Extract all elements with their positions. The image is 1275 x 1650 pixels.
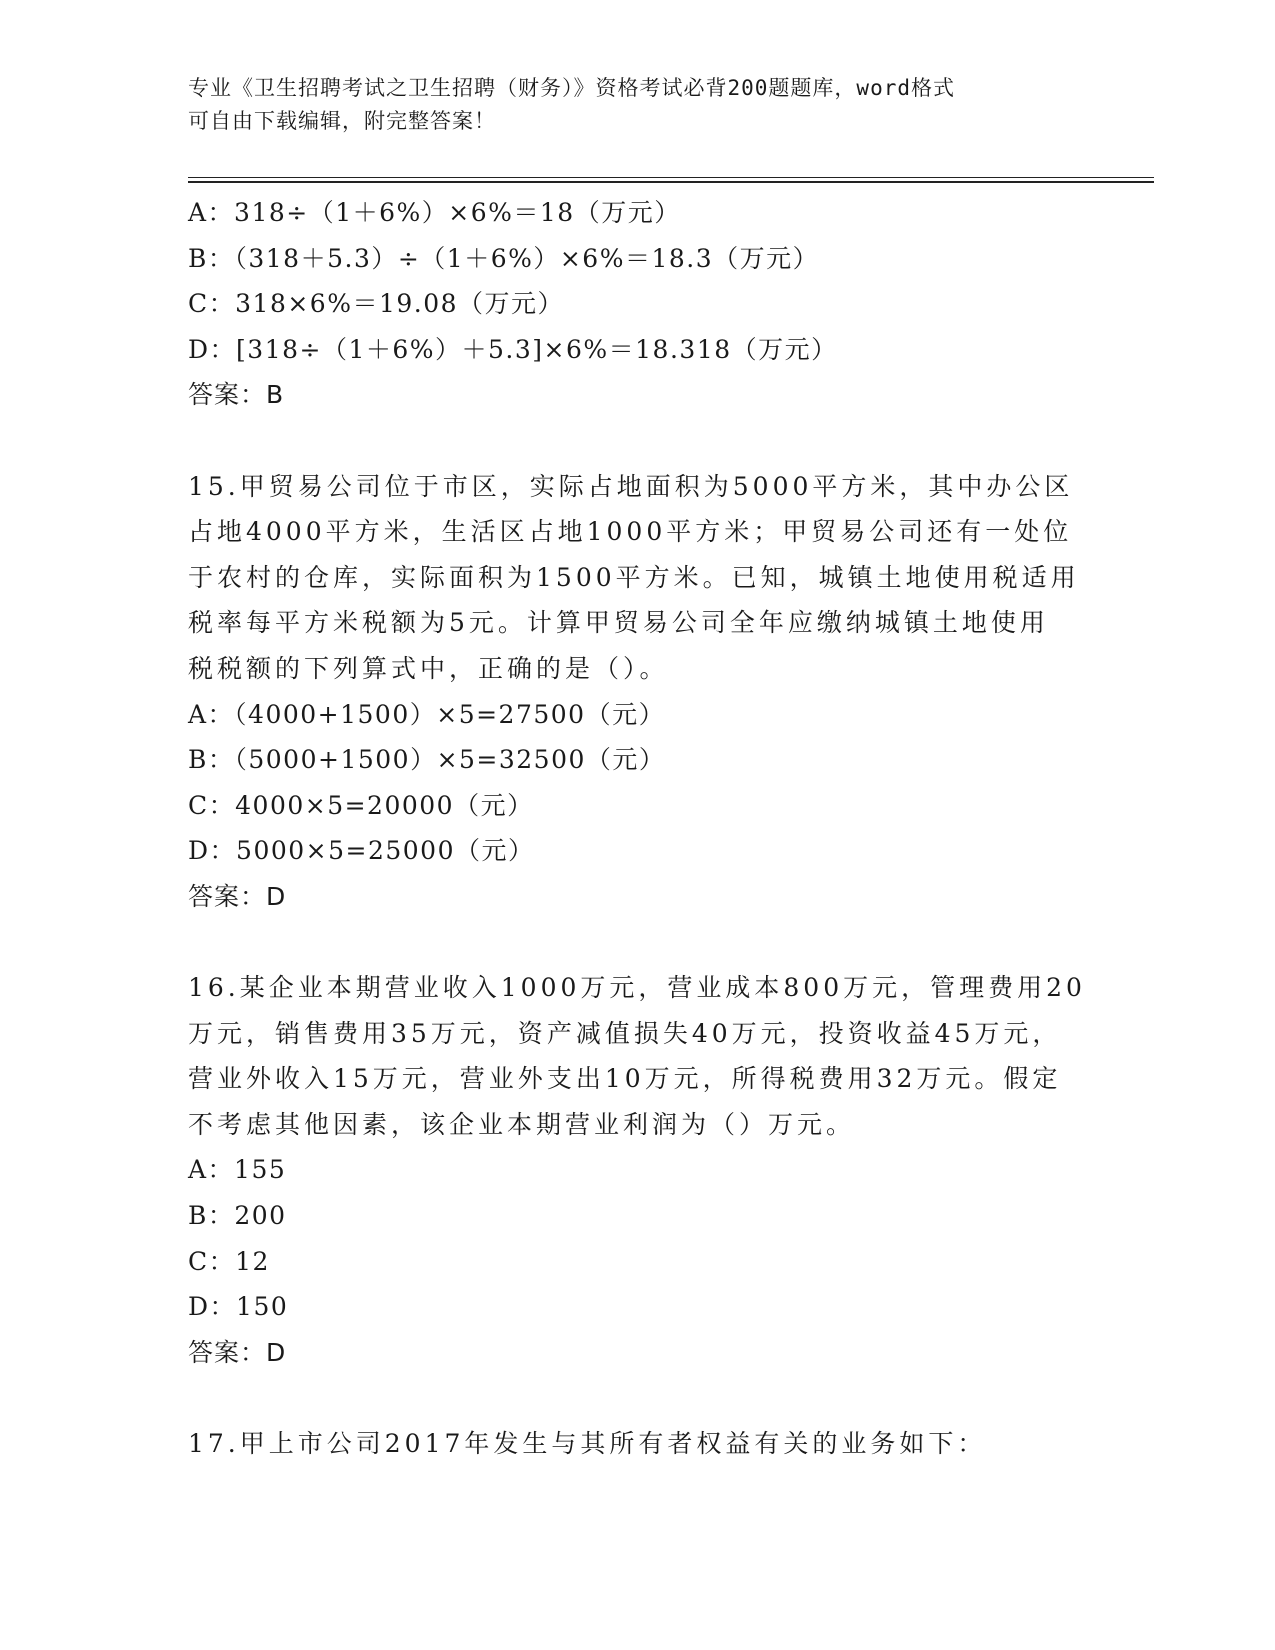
header-divider-thin	[188, 177, 1154, 178]
document-body	[188, 190, 1086, 1467]
question-17-line: 17.甲上市公司2017年发生与其所有者权益有关的业务如下：	[188, 1429, 987, 1459]
option-d: D：5000×5=25000（元）	[188, 836, 535, 866]
question-15-line: 15.甲贸易公司位于市区，实际占地面积为5000平方米，其中办公区	[188, 471, 1074, 501]
option-b: B：（318＋5.3）÷（1＋6%）×6%＝18.3（万元）	[188, 243, 820, 273]
question-17-stem	[188, 1421, 1068, 1467]
question-15-answer: 答案：D	[188, 881, 287, 911]
question-16-line: 万元，销售费用35万元，资产减值损失40万元，投资收益45万元，	[188, 1018, 1062, 1048]
spacer	[188, 418, 1068, 464]
option-d: D：[318÷（1＋6%）＋5.3]×6%＝18.318（万元）	[188, 334, 838, 364]
question-15-line: 税率每平方米税额为5元。计算甲贸易公司全年应缴纳城镇土地使用	[188, 608, 1049, 638]
option-a: A：155	[188, 1155, 287, 1185]
option-b: B：（5000+1500）×5=32500（元）	[188, 745, 666, 775]
question-16-line: 营业外收入15万元，营业外支出10万元，所得税费用32万元。假定	[188, 1064, 1062, 1094]
question-14-answer: 答案：B	[188, 380, 285, 410]
option-c: C：318×6%＝19.08（万元）	[188, 289, 565, 319]
question-16-stem	[188, 965, 1086, 1147]
question-16-options	[188, 1147, 1068, 1329]
question-15-line: 占地4000平方米，生活区占地1000平方米；甲贸易公司还有一处位	[188, 517, 1073, 547]
option-a: A：318÷（1＋6%）×6%＝18（万元）	[188, 198, 681, 227]
spacer	[188, 920, 1068, 966]
spacer	[188, 1375, 1068, 1421]
option-c: C：12	[188, 1246, 270, 1276]
document-header	[188, 72, 1088, 138]
option-b: B：200	[188, 1201, 287, 1231]
question-14-options	[188, 190, 1068, 372]
header-line-1: 专业《卫生招聘考试之卫生招聘（财务）》资格考试必背200题题库，word格式	[188, 76, 955, 100]
header-line-2: 可自由下载编辑，附完整答案！	[188, 109, 496, 133]
header-divider-thick	[188, 181, 1154, 183]
question-15-options	[188, 692, 1068, 874]
question-15-stem	[188, 464, 1080, 692]
question-15-line: 税税额的下列算式中，正确的是（）。	[188, 653, 669, 683]
option-a: A：（4000+1500）×5=27500（元）	[188, 699, 666, 729]
option-c: C：4000×5=20000（元）	[188, 790, 534, 820]
question-15-line: 于农村的仓库，实际面积为1500平方米。已知，城镇土地使用税适用	[188, 562, 1080, 592]
question-16-line: 不考虑其他因素，该企业本期营业利润为（）万元。	[188, 1109, 856, 1139]
option-d: D：150	[188, 1292, 289, 1322]
question-16-line: 16.某企业本期营业收入1000万元，营业成本800万元，管理费用20	[188, 973, 1086, 1003]
question-16-answer: 答案：D	[188, 1337, 287, 1367]
